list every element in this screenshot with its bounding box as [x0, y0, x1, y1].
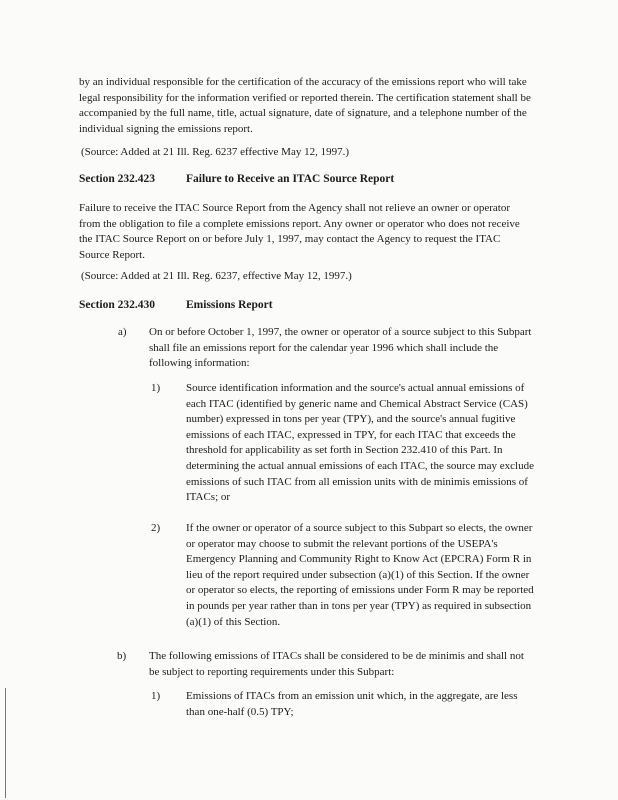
section-title: Failure to Receive an ITAC Source Report: [186, 173, 395, 185]
section-number: Section 232.423: [79, 173, 156, 185]
list-item-text: Emissions of ITACs from an emission unit which, in the aggregate, are less than one-half (0.5) TPY;: [186, 690, 518, 718]
list-marker: b): [117, 650, 127, 662]
list-item-text: Source identification information and the source's actual annual emissions of each ITAC (identified by generic name and Chemical Abstract Service (CAS) number) expressed in tons per year (TPY), and the source's annual fugitive emissions of each ITAC, expressed in TPY, for each ITAC that exceeds the threshold for applicability as set forth in Section 232.410 of this Part. In determining the actual annual emissions of each ITAC, the source may exclude emissions of such ITAC from all emission units with de minimis emissions of ITACs; or: [186, 382, 534, 504]
list-item-text: The following emissions of ITACs shall be considered to be de minimis and shall not be subject to reporting requirements under this Subpart:: [149, 650, 524, 678]
intro-paragraph: by an individual responsible for the certification of the accuracy of the emissions report who will take legal responsibility for the information verified or reported therein. The certification statement shall be accompanied by the full name, title, actual signature, date of signature, and a telephone number of the individual signing the emissions report.: [79, 76, 531, 135]
section-heading: [79, 297, 531, 313]
list-item-text: On or before October 1, 1997, the owner or operator of a source subject to this Subpart shall file an emissions report for the calendar year 1996 which shall include the following information:: [149, 326, 532, 370]
list-marker: a): [118, 326, 127, 338]
list-marker: 1): [151, 382, 161, 394]
section-body: Failure to receive the ITAC Source Report from the Agency shall not relieve an owner or operator from the obligation to file a complete emissions report. Any owner or operator who does not receive the ITAC Source Report on or before July 1, 1997, may contact the Agency to request the ITAC Source Report.: [79, 202, 520, 261]
list-item-text: If the owner or operator of a source subject to this Subpart so elects, the owner or operator may choose to submit the relevant portions of the USEPA's Emergency Planning and Community Right to Know Act (EPCRA) Form R in lieu of the report required under subsection (a)(1) of this Section. If the owner or operator so elects, the reporting of emissions under Form R may be reported in pounds per year rather than in tons per year (TPY) as required in subsection (a)(1) of this Section.: [186, 522, 534, 628]
list-marker: 2): [151, 522, 161, 534]
list-marker: 1): [151, 690, 161, 702]
source-note: (Source: Added at 21 Ill. Reg. 6237, effective May 12, 1997.): [81, 270, 352, 282]
section-number: Section 232.430: [79, 299, 156, 311]
section-title: Emissions Report: [186, 299, 273, 311]
section-heading: [79, 171, 531, 187]
source-note: (Source: Added at 21 Ill. Reg. 6237 effective May 12, 1997.): [81, 146, 350, 158]
margin-rule: [5, 688, 6, 798]
